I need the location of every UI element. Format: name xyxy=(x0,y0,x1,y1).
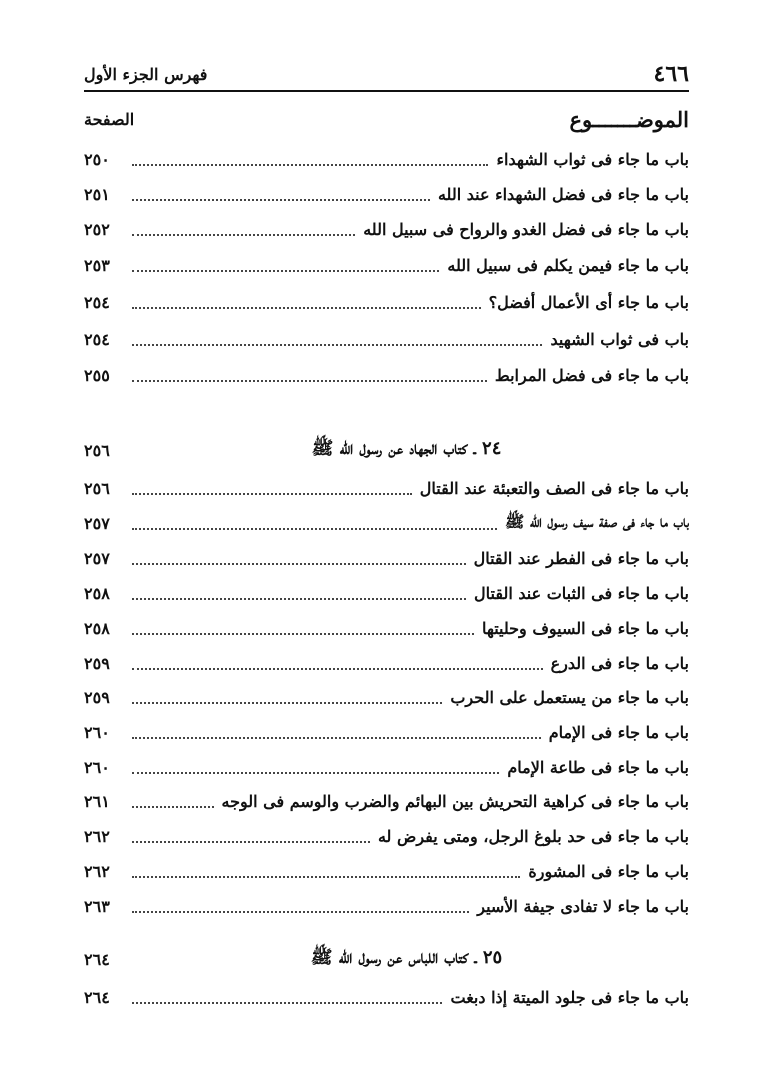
section-title: ٢٥ ـ كتاب اللباس عن رسول الله ﷺ xyxy=(310,947,503,968)
entry-title: باب فى ثواب الشهيد xyxy=(550,329,689,349)
entry-page: ٢٦٠ xyxy=(84,722,110,742)
toc-entry xyxy=(84,682,689,712)
leader-dots xyxy=(132,702,442,704)
leader-dots xyxy=(132,772,499,774)
entry-title: باب ما جاء فى فضل المرابط xyxy=(494,365,689,385)
section-page: ٢٦٤ xyxy=(84,949,110,969)
section-page: ٢٥٦ xyxy=(84,440,110,460)
toc-entry xyxy=(84,648,689,678)
topic-column-heading: الموضـــــــوع xyxy=(569,106,689,132)
toc-entry xyxy=(84,250,689,280)
entry-title: باب ما جاء فى فضل الغدو والرواح فى سبيل الله xyxy=(363,219,689,239)
running-head xyxy=(84,58,689,92)
entry-page: ٢٥٧ xyxy=(84,548,110,568)
page-number: ٤٦٦ xyxy=(653,61,689,87)
leader-dots xyxy=(132,841,370,843)
column-headings xyxy=(84,102,689,136)
toc-entry xyxy=(84,786,689,816)
leader-dots xyxy=(132,563,466,565)
entry-page: ٢٥١ xyxy=(84,184,110,204)
toc-entry xyxy=(84,613,689,643)
toc-entry xyxy=(84,856,689,886)
toc-entry xyxy=(84,578,689,608)
entry-page: ٢٦١ xyxy=(84,791,110,811)
entry-title: باب ما جاء فى ثواب الشهداء xyxy=(496,149,689,169)
entry-page: ٢٦٢ xyxy=(84,826,110,846)
entry-title: باب ما جاء فى فضل الشهداء عند الله xyxy=(437,184,689,204)
leader-dots xyxy=(132,633,474,635)
toc-entry xyxy=(84,324,689,354)
entry-page: ٢٥٨ xyxy=(84,618,110,638)
toc-entry xyxy=(84,360,689,390)
leader-dots xyxy=(132,806,214,808)
entry-page: ٢٥٧ xyxy=(84,513,110,533)
entry-page: ٢٥٥ xyxy=(84,365,110,385)
entry-page: ٢٦٣ xyxy=(84,896,110,916)
leader-dots xyxy=(132,876,520,878)
section-title: ٢٤ ـ كتاب الجهاد عن رسول الله ﷺ xyxy=(311,438,502,459)
toc-entry xyxy=(84,752,689,782)
entry-title: باب ما جاء فى جلود الميتة إذا دبغت xyxy=(450,987,689,1007)
entry-title: باب ما جاء فى الدرع xyxy=(550,653,689,673)
entry-page: ٢٥٩ xyxy=(84,687,110,707)
entry-title: باب ما جاء فى كراهية التحريش بين البهائم والضرب والوسم فى الوجه xyxy=(221,791,689,811)
entry-title: باب ما جاء فى الثبات عند القتال xyxy=(474,583,689,603)
toc-entry xyxy=(84,543,689,573)
section-heading-24 xyxy=(84,434,689,466)
entry-title: باب ما جاء فى حد بلوغ الرجل، ومتى يفرض له xyxy=(377,826,689,846)
leader-dots xyxy=(132,307,481,309)
entry-page: ٢٥٤ xyxy=(84,329,110,349)
entry-title: باب ما جاء فى الصف والتعبئة عند القتال xyxy=(419,478,689,498)
toc-entry xyxy=(84,473,689,503)
leader-dots xyxy=(132,528,497,530)
entry-title: باب ما جاء فيمن يكلم فى سبيل الله xyxy=(447,255,689,275)
entry-title: باب ما جاء فى السيوف وحليتها xyxy=(481,618,689,638)
leader-dots xyxy=(132,199,430,201)
running-title: فهرس الجزء الأول xyxy=(84,64,208,84)
entry-page: ٢٦٤ xyxy=(84,987,110,1007)
entry-page: ٢٥٨ xyxy=(84,583,110,603)
toc-entry xyxy=(84,179,689,209)
toc-entry xyxy=(84,717,689,747)
leader-dots xyxy=(132,380,487,382)
leader-dots xyxy=(132,737,541,739)
leader-dots xyxy=(132,1002,442,1004)
leader-dots xyxy=(132,493,412,495)
entry-page: ٢٥٠ xyxy=(84,149,110,169)
entry-title: باب ما جاء فى طاعة الإمام xyxy=(507,757,689,777)
entry-title: باب ما جاء فى صفة سيف رسول الله ﷺ xyxy=(504,511,689,531)
entry-title: باب ما جاء أى الأعمال أفضل؟ xyxy=(488,292,689,312)
toc-entry xyxy=(84,508,689,538)
toc-entry xyxy=(84,214,689,244)
entry-title: باب ما جاء من يستعمل على الحرب xyxy=(450,687,689,707)
entry-title: باب ما جاء فى المشورة xyxy=(528,861,689,881)
leader-dots xyxy=(132,598,466,600)
entry-page: ٢٥٦ xyxy=(84,478,110,498)
section-heading-25 xyxy=(84,943,689,975)
leader-dots xyxy=(132,164,488,166)
leader-dots xyxy=(132,234,355,236)
toc-entry xyxy=(84,891,689,921)
entry-title: باب ما جاء لا تفادى جيفة الأسير xyxy=(477,896,689,916)
entry-page: ٢٥٩ xyxy=(84,653,110,673)
entry-title: باب ما جاء فى الفطر عند القتال xyxy=(473,548,689,568)
leader-dots xyxy=(132,911,469,913)
leader-dots xyxy=(132,344,542,346)
entry-page: ٢٦٠ xyxy=(84,757,110,777)
leader-dots xyxy=(132,270,439,272)
toc-entry xyxy=(84,982,689,1012)
toc-entry xyxy=(84,287,689,317)
entry-title: باب ما جاء فى الإمام xyxy=(548,722,689,742)
entry-page: ٢٦٢ xyxy=(84,861,110,881)
entry-page: ٢٥٢ xyxy=(84,219,110,239)
toc-entry xyxy=(84,144,689,174)
toc-entry xyxy=(84,821,689,851)
page-column-heading: الصفحة xyxy=(84,109,135,129)
entry-page: ٢٥٣ xyxy=(84,255,110,275)
entry-page: ٢٥٤ xyxy=(84,292,110,312)
leader-dots xyxy=(132,668,543,670)
